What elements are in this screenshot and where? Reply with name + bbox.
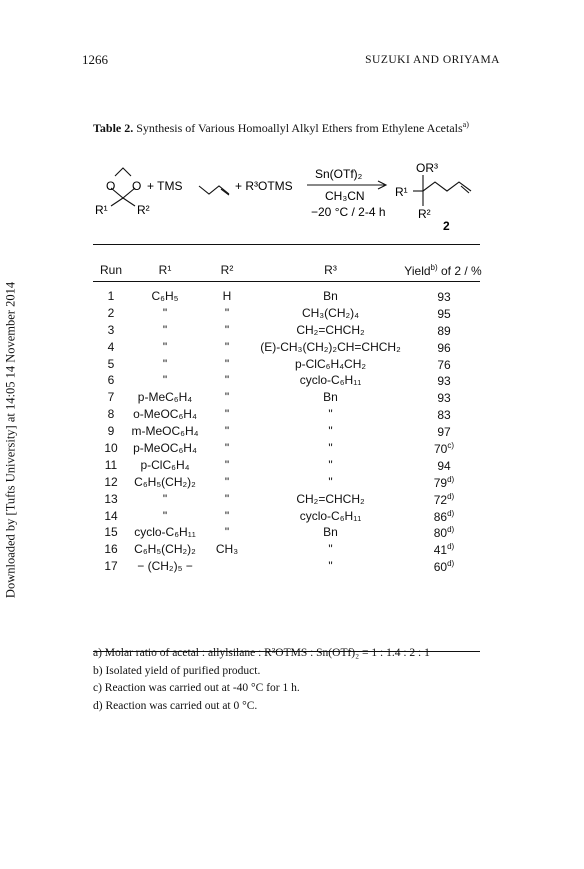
- cell-yield-mark: d): [447, 542, 455, 552]
- cell-r2: H: [222, 289, 232, 303]
- cell-yield: [408, 407, 480, 422]
- cell-r2: ": [224, 390, 230, 405]
- cell-r1: o-MeOC₆H₄: [133, 407, 197, 422]
- product-or3: OR³: [416, 161, 438, 175]
- cell-yield: [408, 373, 480, 388]
- cell-r3: p-ClC₆H₄CH₂: [294, 356, 367, 371]
- cell-r1: ": [162, 305, 168, 320]
- cell-r2: ": [224, 407, 230, 422]
- cell-yield-value: 93: [437, 290, 451, 304]
- cell-r3: cyclo-C₆H₁₁: [299, 373, 362, 388]
- cell-run: 1: [107, 289, 115, 303]
- product-r1: R¹: [395, 185, 408, 199]
- table-row: [93, 306, 480, 323]
- cell-yield-value: 95: [437, 306, 451, 321]
- cell-yield: [408, 340, 480, 355]
- cell-run: 6: [107, 373, 115, 388]
- cell-r1: ": [162, 491, 168, 506]
- cell-r3: ": [328, 457, 333, 472]
- table-row: [93, 525, 480, 542]
- cell-run: 16: [104, 542, 118, 557]
- table-body: [93, 289, 480, 576]
- cell-r1: ": [162, 373, 168, 388]
- cell-yield-value: 41: [433, 543, 448, 558]
- cell-run: 8: [107, 407, 115, 422]
- header-yield-tail: of 2 / %: [437, 264, 482, 278]
- cell-r2: ": [224, 305, 230, 320]
- cell-run: 12: [104, 474, 118, 489]
- footnote-d: d) Reaction was carried out at 0 °C.: [93, 699, 258, 712]
- cell-yield-mark: d): [447, 508, 455, 518]
- header-r2: R²: [220, 263, 234, 277]
- cell-r3: ": [328, 441, 333, 456]
- header-yield-mark: b): [430, 263, 438, 272]
- cell-yield-value: 96: [437, 340, 451, 355]
- cell-r3: (E)-CH₃(CH₂)₂CH=CHCH₂: [260, 339, 401, 354]
- table-row: [93, 542, 480, 559]
- cell-r1: ": [162, 508, 168, 523]
- caption-note-mark: a): [462, 120, 469, 129]
- cell-yield-mark: d): [447, 559, 455, 569]
- cell-yield-value: 93: [437, 374, 451, 389]
- cell-r2: ": [224, 356, 230, 371]
- cell-yield-value: 86: [433, 509, 448, 524]
- cell-run: 9: [107, 424, 115, 439]
- cell-r2: ": [224, 457, 230, 472]
- cell-r3: Bn: [323, 390, 338, 405]
- cell-yield-value: 60: [433, 560, 448, 575]
- reagent-conditions: −20 °C / 2-4 h: [311, 205, 386, 219]
- cell-r1: p-MeOC₆H₄: [133, 441, 197, 456]
- cell-yield: [408, 390, 480, 405]
- product-r2: R²: [418, 207, 431, 221]
- acetal-r1: R¹: [95, 203, 108, 217]
- table-row: [93, 475, 480, 492]
- table-row: [93, 559, 480, 576]
- cell-yield-mark: d): [447, 474, 455, 484]
- cell-yield: [408, 509, 480, 524]
- cell-r3: ": [328, 424, 333, 439]
- cell-yield-value: 70: [433, 442, 448, 457]
- table-row: [93, 289, 480, 306]
- cell-r2: CH₃: [215, 542, 239, 557]
- cell-r2: ": [224, 474, 230, 489]
- header-r3: R³: [324, 263, 337, 277]
- acetal-o2: O: [132, 179, 142, 193]
- cell-r1: − (CH₂)₅ −: [137, 559, 193, 574]
- running-header: SUZUKI AND ORIYAMA: [365, 54, 500, 66]
- cell-run: 13: [104, 491, 118, 506]
- table-row: [93, 458, 480, 475]
- allylsilane-label: + TMS: [147, 179, 183, 193]
- cell-run: 10: [104, 441, 118, 456]
- cell-yield: [408, 306, 480, 321]
- cell-yield-value: 93: [437, 391, 451, 406]
- cell-run: 15: [104, 525, 118, 540]
- cell-yield-mark: d): [447, 525, 455, 535]
- cell-yield: [408, 424, 480, 439]
- cell-r2: ": [224, 339, 230, 354]
- cell-run: 7: [107, 390, 115, 405]
- cell-r1: C₆H₅(CH₂)₂: [134, 474, 196, 489]
- page-number: 1266: [82, 52, 108, 67]
- cell-r3: ": [328, 542, 333, 557]
- cell-r1: ": [162, 322, 168, 337]
- cell-r2: ": [224, 491, 230, 506]
- silyl-ether-label: + R³OTMS: [235, 179, 293, 193]
- table-row: [93, 340, 480, 357]
- cell-yield-value: 97: [437, 425, 451, 440]
- cell-r1: p-MeC₆H₄: [137, 390, 193, 405]
- table-row: [93, 357, 480, 374]
- cell-yield: [408, 475, 480, 490]
- cell-yield-value: 83: [437, 408, 451, 423]
- footnote-c: c) Reaction was carried out at -40 °C for 1 h.: [93, 682, 300, 694]
- table-row: [93, 492, 480, 509]
- header-yield: [393, 263, 493, 278]
- cell-r3: CH₂=CHCH₂: [296, 322, 365, 337]
- cell-yield: [408, 441, 480, 456]
- allyl-double-bond: [221, 189, 229, 195]
- cell-yield: [408, 357, 480, 372]
- table-top-rule: [93, 244, 480, 245]
- footnotes: [93, 647, 493, 717]
- cell-r1: ": [162, 356, 168, 371]
- cell-yield: [408, 542, 480, 557]
- cell-yield-mark: c): [447, 441, 455, 451]
- cell-run: 4: [107, 339, 115, 354]
- cell-yield-value: 72: [433, 492, 448, 507]
- header-run: Run: [99, 263, 122, 277]
- cell-run: 14: [104, 508, 118, 523]
- cell-yield: [408, 492, 480, 507]
- cell-r2: ": [224, 525, 230, 540]
- cell-r3: cyclo-C₆H₁₁: [299, 508, 362, 523]
- cell-yield-mark: d): [447, 491, 455, 501]
- table-row: [93, 441, 480, 458]
- header-yield-label: Yield: [404, 264, 431, 278]
- table-row: [93, 424, 480, 441]
- cell-r2: ": [224, 508, 230, 523]
- cell-r3: Bn: [323, 289, 338, 303]
- cell-yield-value: 79: [433, 475, 448, 490]
- cell-yield-value: 94: [437, 458, 451, 473]
- table-header-row: [93, 263, 480, 281]
- cell-r2: ": [224, 373, 230, 388]
- cell-r3: ": [328, 559, 333, 574]
- cell-yield-value: 89: [437, 323, 451, 338]
- table-label: Table 2.: [93, 121, 134, 135]
- cell-run: 5: [107, 356, 115, 371]
- cell-r2: ": [224, 424, 230, 439]
- cell-r1: ": [162, 339, 168, 354]
- cell-r3: ": [328, 474, 333, 489]
- cell-yield: [408, 525, 480, 540]
- cell-r3: CH₃(CH₂)₄: [301, 305, 360, 320]
- table-row: [93, 373, 480, 390]
- download-watermark-text: Downloaded by [Tufts University] at 14:05 14 November 2014: [3, 281, 18, 599]
- cell-r1: cyclo-C₆H₁₁: [134, 525, 196, 540]
- cell-r3: CH₂=CHCH₂: [296, 491, 365, 506]
- cell-yield: [408, 559, 480, 574]
- product-number: 2: [443, 219, 450, 233]
- cell-r1: m-MeOC₆H₄: [131, 424, 199, 439]
- table-row: [93, 390, 480, 407]
- table-row: [93, 323, 480, 340]
- cell-r3: ": [328, 407, 333, 422]
- cell-yield: [408, 323, 480, 338]
- cell-run: 2: [107, 305, 115, 320]
- cell-r2: ": [224, 441, 230, 456]
- reagent-above: Sn(OTf)₂: [315, 167, 363, 181]
- table-row: [93, 407, 480, 424]
- table-caption: [93, 120, 469, 136]
- acetal-r2: R²: [137, 203, 150, 217]
- cell-r2: ": [224, 322, 230, 337]
- cell-yield: [408, 458, 480, 473]
- table-header-rule: [93, 281, 480, 283]
- reaction-scheme: [95, 158, 485, 240]
- allyl-chain: [199, 186, 229, 194]
- cell-run: 11: [104, 457, 118, 472]
- cell-r1: p-ClC₆H₄: [140, 457, 190, 472]
- cell-yield-value: 76: [437, 357, 451, 372]
- cell-r3: Bn: [323, 525, 338, 540]
- cell-yield-value: 80: [433, 526, 448, 541]
- footnote-a: a) Molar ratio of acetal : allylsilane : R³OTMS : Sn(OTf)₂ = 1 : 1.4 : 2 : 1: [93, 647, 430, 659]
- cell-r1: C₆H₅: [151, 289, 179, 303]
- cell-yield: [408, 289, 480, 304]
- header-r1: R¹: [158, 263, 172, 277]
- acetal-o1: O: [106, 179, 116, 193]
- table-row: [93, 509, 480, 526]
- homoallyl-ether-structure: [413, 175, 471, 206]
- download-watermark: [2, 240, 20, 640]
- footnote-b: b) Isolated yield of purified product.: [93, 664, 261, 677]
- cell-run: 3: [107, 322, 115, 337]
- table-caption-text: Synthesis of Various Homoallyl Alkyl Ethers from Ethylene Acetals: [133, 121, 463, 135]
- reagent-solvent: CH₃CN: [325, 189, 365, 203]
- cell-r1: C₆H₅(CH₂)₂: [134, 542, 196, 557]
- results-table: [93, 263, 480, 576]
- cell-run: 17: [104, 559, 118, 574]
